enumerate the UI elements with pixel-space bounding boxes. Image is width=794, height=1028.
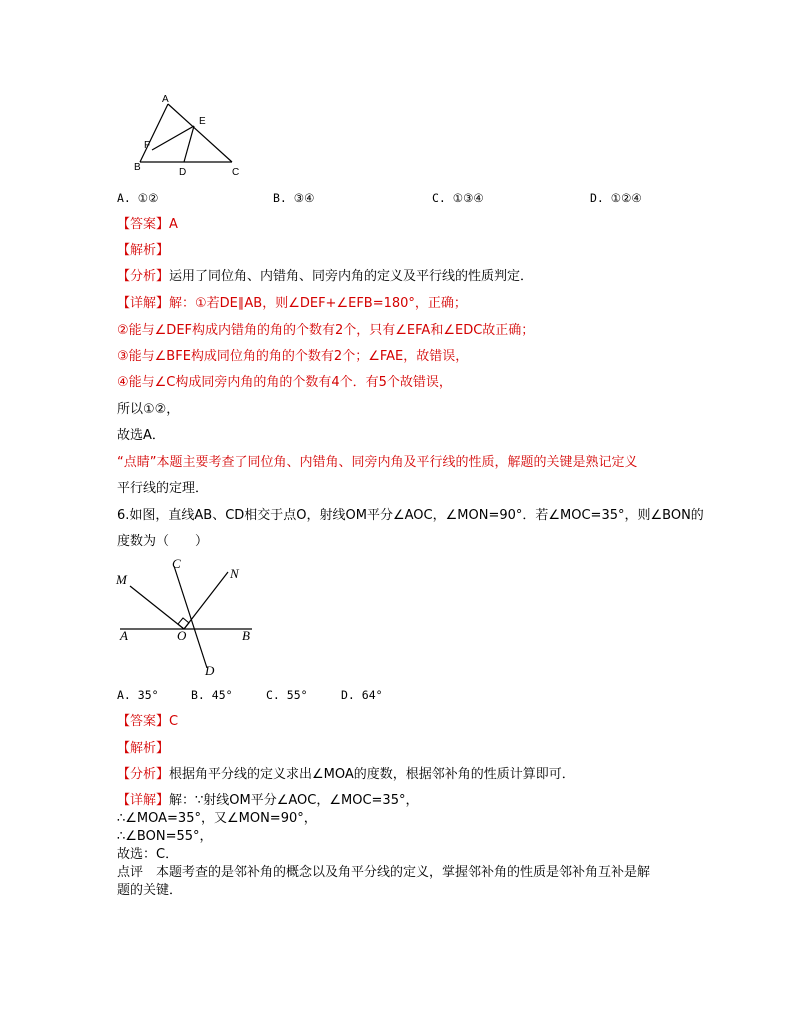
segment-fe: [152, 126, 194, 150]
q6-step-1: ∴∠MOA=35°，又∠MON=90°，: [117, 811, 317, 826]
option-text: 55°: [286, 688, 308, 702]
q6-xiangjie: [117, 792, 418, 810]
option-letter: A.: [117, 191, 131, 205]
q5-option-b[interactable]: [273, 191, 314, 205]
fenxi-text: 根据角平分线的定义求出∠MOA的度数，根据邻补角的性质计算即可．: [169, 767, 575, 782]
option-letter: D.: [341, 688, 355, 702]
triangle-label-a: A: [162, 94, 169, 105]
q5-option-d[interactable]: [590, 191, 642, 205]
angle-label-o: O: [177, 628, 187, 643]
q6-option-c[interactable]: [266, 688, 308, 702]
q6-stem-1: 6.如图，直线AB、CD相交于点O，射线OM平分∠AOC，∠MON=90°．若∠MOC=35°，则∠BON的: [117, 508, 704, 523]
q5-line-2: ②能与∠DEF构成内错角的角的个数有2个，只有∠EFA和∠EDC故正确；: [117, 323, 535, 338]
angle-label-n: N: [230, 566, 239, 581]
option-text: ①②④: [610, 191, 642, 205]
fenxi-text: 运用了同位角、内错角、同旁内角的定义及平行线的性质判定．: [169, 269, 534, 284]
q5-option-a[interactable]: [117, 191, 158, 205]
option-text: ①②: [137, 191, 159, 205]
angle-label-d: D: [205, 663, 215, 678]
option-text: 64°: [361, 688, 383, 702]
angle-label-b: B: [242, 628, 250, 643]
option-letter: C.: [432, 191, 446, 205]
q6-dianping-1: [117, 864, 650, 882]
triangle-label-d: D: [179, 167, 187, 178]
q5-analysis-heading: 【解析】: [117, 243, 170, 258]
q5-fenxi: [117, 268, 533, 286]
q6-option-d[interactable]: [341, 688, 383, 702]
q6-option-b[interactable]: [191, 688, 233, 702]
option-letter: A.: [117, 688, 131, 702]
q6-fenxi: [117, 766, 575, 784]
option-letter: B.: [273, 191, 287, 205]
q5-xiangjie: [117, 295, 467, 313]
dianping-label: 点评: [117, 865, 144, 880]
angle-figure: [116, 556, 262, 680]
xiangjie-text: 解：①若DE∥AB，则∠DEF+∠EFB=180°，正确；: [169, 296, 467, 311]
q6-stem-2: 度数为（ ）: [117, 534, 209, 549]
xiangjie-label: 【详解】: [117, 793, 170, 808]
fenxi-label: 【分析】: [117, 767, 170, 782]
q5-answer: [117, 216, 178, 234]
answer-label: 【答案】: [117, 714, 170, 729]
q6-analysis-heading: 【解析】: [117, 741, 170, 756]
fenxi-label: 【分析】: [117, 269, 170, 284]
option-letter: D.: [590, 191, 604, 205]
q6-answer: [117, 713, 178, 731]
q6-option-a[interactable]: [117, 688, 159, 702]
option-text: ③④: [293, 191, 315, 205]
line-cd: [174, 566, 207, 668]
angle-label-a: A: [120, 628, 128, 643]
q5-line-4: ④能与∠C构成同旁内角的角的个数有4个．有5个故错误，: [117, 375, 452, 390]
triangle-label-c: C: [232, 167, 240, 178]
triangle-label-e: E: [199, 116, 206, 127]
q5-line-6: 故选A．: [117, 428, 165, 443]
segment-ab: [140, 104, 168, 162]
answer-value: A: [169, 217, 178, 232]
q5-dianjing-2: 平行线的定理．: [117, 481, 209, 496]
option-text: 35°: [137, 688, 159, 702]
option-text: ①③④: [452, 191, 484, 205]
xiangjie-label: 【详解】: [117, 296, 170, 311]
q5-line-3: ③能与∠BFE构成同位角的角的个数有2个；∠FAE，故错误，: [117, 349, 469, 364]
q6-step-2: ∴∠BON=55°，: [117, 829, 213, 844]
answer-value: C: [169, 714, 179, 729]
segment-ac: [168, 104, 232, 162]
ray-on: [184, 572, 228, 629]
q6-dianping-2: 题的关键．: [117, 883, 183, 898]
answer-label: 【答案】: [117, 217, 170, 232]
angle-label-c: C: [172, 556, 181, 571]
angle-label-m: M: [116, 572, 127, 587]
q5-option-c[interactable]: [432, 191, 484, 205]
q6-conclusion: 故选：C．: [117, 847, 179, 862]
ray-om: [130, 586, 184, 629]
q5-line-5: 所以①②，: [117, 402, 180, 417]
triangle-label-b: B: [134, 162, 141, 173]
option-text: 45°: [211, 688, 233, 702]
option-letter: C.: [266, 688, 280, 702]
dianping-text: 本题考查的是邻补角的概念以及角平分线的定义，掌握邻补角的性质是邻补角互补是解: [156, 865, 651, 880]
xiangjie-text: 解：∵射线OM平分∠AOC，∠MOC=35°，: [169, 793, 419, 808]
option-letter: B.: [191, 688, 205, 702]
triangle-label-f: F: [144, 140, 151, 151]
q5-dianjing-1: “点睛”本题主要考查了同位角、内错角、同旁内角及平行线的性质，解题的关键是熟记定义: [117, 455, 638, 470]
